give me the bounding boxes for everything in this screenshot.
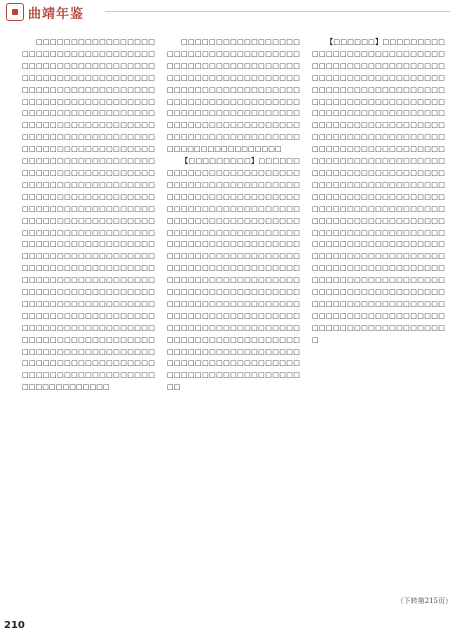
article-body xyxy=(22,36,446,596)
yearbook-title: 曲靖年鉴 xyxy=(28,7,85,22)
section-heading: 【□□□□□□】 xyxy=(326,37,383,46)
paragraph-text: □□□□□□□□□□□□□□□□□□□□□□□□□□□□□□□□□□□□□□□□□□□□□□□□□□□□□□□□□□□□□□□□□□□□□□□□□□□□□□□□□□□□□□□□□□□□□□□□□□□□□□□□□□□□□□□□□□□□□□□□□□□□□□□□□□□□□□□□□□□□□□□□□□□□□□□□□□□□□□□□□□□□□□□□□□□□□□□□□□□□□□□□□□□□□□□□□□□□□□□□□□□□□□□□□□□□□□□□□□□□□□□□□□□□□□□□□□□□□□□□□□□□□□□□□□□□□□□□□□□□□□□□□□□□□□□□□□□□□□□□□□□□□□□□□□□□□□□□□□□□□□□□□□□□□□□□□□□□□□□□□□□□□□□□□□□□□□□□□□□□□□□□□□□□□□ xyxy=(167,156,301,392)
page-number: 210 xyxy=(4,620,25,631)
page-header xyxy=(0,0,468,24)
paragraph xyxy=(167,36,300,155)
paragraph xyxy=(167,155,300,393)
paragraph-text: □□□□□□□□□□□□□□□□□□□□□□□□□□□□□□□□□□□□□□□□□□□□□□□□□□□□□□□□□□□□□□□□□□□□□□□□□□□□□□□□□□□□□□□□□□□□□□□□□□□□□□□□□□□□□□□□□□□□□□□□□□□□□□□□□□□□□□□□□□□□□□□□□□□□□□□□□□□□□□□□□□□□□□□□□□□□□□□□□□□□□□□□□□□□□□□□□□□□□□□□□□□□□□□□□□□□□□□□□□□□□□□□□□□□□□□□□□□□□□□□□□□□□□□□□□□□□□□□□□□□□□□□□□□□□□□□□□□□□□□□□□□□□□□□□□□□□□□□□□□□□□□□□□□□□□□□□□□□□□□□□□□□□□□□□□□□□□□□□□□□□□□□□□□□□□□□□□□□□□□□□□□□□□□□□□□□□□□□□□□□□□□□□□□□□□□□□□□□□□□□□□□□□□□□□□□□□□□□□□□□□□□□□□□□□□□□□□□□□□□□□□□□□□□□□□□□□□□□□□□□□□□□□□□□□□□□□□□□□□□□□□□□□□□□□□□□□□□□□□□□□□□□□□□□□□□□□□□□□□□□□□□□□□□□□□□□□□□□□□□□□□□□□□□□□□□□□□□□□□□□□□ xyxy=(22,37,155,392)
paragraph-text: □□□□□□□□□□□□□□□□□□□□□□□□□□□□□□□□□□□□□□□□□□□□□□□□□□□□□□□□□□□□□□□□□□□□□□□□□□□□□□□□□□□□□□□□□□□□□□□□□□□□□□□□□□□□□□□□□□□□□□□□□□□□□□□□□□□□□□□□□□□□□□□□□□□□□□□□□□□□□□□□□□□□□□□□□□□□□□□□□□□□□□□□□□ xyxy=(167,37,300,154)
paragraph xyxy=(22,36,155,393)
logo-mark xyxy=(12,9,18,15)
column-2 xyxy=(167,36,300,596)
section-heading: 【□□□□□□□□□】 xyxy=(181,156,259,166)
yearbook-logo-icon xyxy=(6,3,24,21)
column-1 xyxy=(22,36,155,596)
paragraph-text: □□□□□□□□□□□□□□□□□□□□□□□□□□□□□□□□□□□□□□□□□□□□□□□□□□□□□□□□□□□□□□□□□□□□□□□□□□□□□□□□□□□□□□□□□□□□□□□□□□□□□□□□□□□□□□□□□□□□□□□□□□□□□□□□□□□□□□□□□□□□□□□□□□□□□□□□□□□□□□□□□□□□□□□□□□□□□□□□□□□□□□□□□□□□□□□□□□□□□□□□□□□□□□□□□□□□□□□□□□□□□□□□□□□□□□□□□□□□□□□□□□□□□□□□□□□□□□□□□□□□□□□□□□□□□□□□□□□□□□□□□□□□□□□□□□□□□□□□□□□□□□□□□□□□□□□□□□□□□□□□□□□□□□□□□□□□□□□□□□□□□□□□□□□□□□□□□□□□□□□□□□□□□□□□□□□□□□□□□□□□□□□□□□□□□□□□□□□□□□□□□□□□□□□□□□□□□□□□□□□□□□□□□□□□□□□□□□□□□□□□□□□□□□□□□□□□□□□□□□□□□□□□□□ xyxy=(312,37,445,344)
continuation-note: （下转第215页） xyxy=(396,597,452,605)
column-3 xyxy=(312,36,445,596)
header-rule xyxy=(105,11,450,12)
paragraph xyxy=(312,36,445,346)
